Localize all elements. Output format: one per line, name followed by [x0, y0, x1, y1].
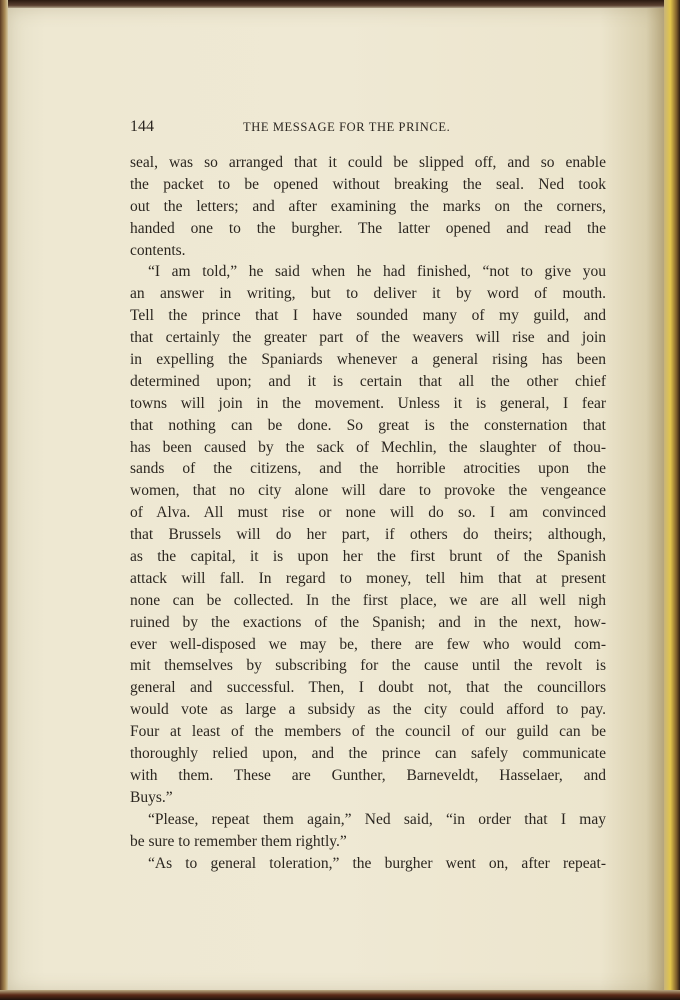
text-line: of Alva. All must rise or none will do so. I am convinced	[130, 504, 606, 522]
text-line: none can be collected. In the first place, we are all well nigh	[130, 591, 606, 609]
text-line: “I am told,” he said when he had finished, “not to give you	[148, 263, 606, 281]
text-line: that Brussels will do her part, if others do theirs; although,	[130, 526, 606, 544]
text-line: has been caused by the sack of Mechlin, the slaughter of thou-	[130, 438, 606, 456]
text-line: determined upon; and it is certain that all the other chief	[130, 372, 606, 390]
body-text	[130, 152, 606, 874]
text-line: “As to general toleration,” the burgher went on, after repeat-	[148, 854, 606, 872]
text-line: that certainly the greater part of the weavers will rise and join	[130, 329, 606, 347]
running-title: THE MESSAGE FOR THE PRINCE.	[243, 120, 451, 134]
text-line: women, that no city alone will dare to provoke the vengeance	[130, 482, 606, 500]
text-line: ruined by the exactions of the Spanish; and in the next, how-	[130, 613, 606, 631]
text-line: would vote as large a subsidy as the city could afford to pay.	[130, 701, 606, 719]
text-line: that nothing can be done. So great is the consternation that	[130, 416, 606, 434]
text-line: an answer in writing, but to deliver it by word of mouth.	[130, 285, 606, 303]
text-line: Four at least of the members of the council of our guild can be	[130, 723, 606, 741]
text-line: attack will fall. In regard to money, tell him that at present	[130, 569, 606, 587]
page-bottom-edge	[0, 990, 680, 1000]
text-line: out the letters; and after examining the marks on the corners,	[130, 197, 606, 215]
text-line: general and successful. Then, I doubt not, that the councillors	[130, 679, 606, 697]
text-line: mit themselves by subscribing for the cause until the revolt is	[130, 657, 606, 675]
text-line: seal, was so arranged that it could be slipped off, and so enable	[130, 154, 606, 171]
text-line: be sure to remember them rightly.”	[130, 832, 347, 850]
text-line: ever well-disposed we may be, there are few who would com-	[130, 635, 606, 653]
text-line: “Please, repeat them again,” Ned said, “in order that I may	[148, 810, 606, 828]
text-line: with them. These are Gunther, Barneveldt, Hasselaer, and	[130, 766, 606, 784]
page-number: 144	[130, 118, 154, 135]
text-line: contents.	[130, 241, 186, 259]
text-line: Tell the prince that I have sounded many of my guild, and	[130, 307, 606, 325]
text-line: towns will join in the movement. Unless it is general, I fear	[130, 394, 606, 412]
text-line: Buys.”	[130, 788, 173, 806]
text-line: the packet to be opened without breaking the seal. Ned took	[130, 175, 606, 193]
text-line: in expelling the Spaniards whenever a general rising has been	[130, 351, 606, 369]
text-line: as the capital, it is upon her the first brunt of the Spanish	[130, 548, 606, 566]
text-line: sands of the citizens, and the horrible atrocities upon the	[130, 460, 606, 478]
binding-edge	[0, 0, 8, 1000]
page-header	[130, 118, 606, 140]
gilt-page-edge	[664, 0, 680, 1000]
text-line: thoroughly relied upon, and the prince can safely communicate	[130, 745, 606, 763]
text-line: handed one to the burgher. The latter opened and read the	[130, 219, 606, 237]
